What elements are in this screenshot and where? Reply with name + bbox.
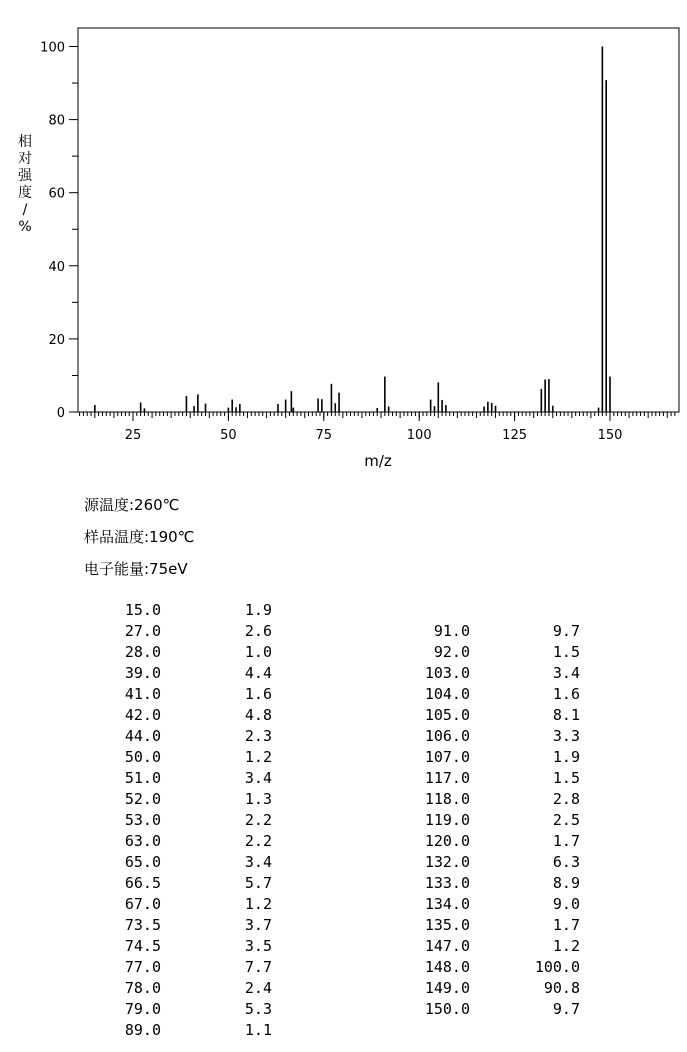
x-axis-ticks bbox=[125, 412, 623, 443]
peak-mz: 74.5 bbox=[124, 937, 161, 955]
peak-mz: 28.0 bbox=[124, 643, 161, 661]
peak-intensity: 1.6 bbox=[244, 685, 272, 703]
spectrum-bars bbox=[95, 47, 610, 413]
peak-intensity: 2.2 bbox=[244, 811, 272, 829]
peak-mz: 15.0 bbox=[124, 601, 161, 619]
plot-frame bbox=[78, 28, 679, 412]
y-axis-ticks bbox=[40, 41, 78, 422]
peak-intensity: 1.7 bbox=[552, 916, 580, 934]
peak-intensity: 5.7 bbox=[244, 874, 272, 892]
peak-intensity: 9.0 bbox=[552, 895, 580, 913]
peak-intensity: 7.7 bbox=[244, 958, 272, 976]
peak-mz: 77.0 bbox=[124, 958, 161, 976]
peak-mz: 92.0 bbox=[433, 643, 470, 661]
peak-intensity: 1.2 bbox=[244, 895, 272, 913]
peak-intensity: 2.8 bbox=[552, 790, 580, 808]
peak-mz: 107.0 bbox=[424, 748, 470, 766]
y-tick-label: 80 bbox=[48, 113, 65, 129]
peak-mz: 73.5 bbox=[124, 916, 161, 934]
peak-mz: 105.0 bbox=[424, 706, 470, 724]
peak-mz: 119.0 bbox=[424, 811, 470, 829]
peak-mz: 120.0 bbox=[424, 832, 470, 850]
x-tick-label: 25 bbox=[124, 428, 142, 443]
peak-mz: 149.0 bbox=[424, 979, 470, 997]
peak-intensity: 8.1 bbox=[552, 706, 580, 724]
peak-intensity: 2.4 bbox=[244, 979, 272, 997]
peak-mz: 66.5 bbox=[124, 874, 161, 892]
peak-intensity: 6.3 bbox=[552, 853, 580, 871]
peak-intensity: 1.6 bbox=[552, 685, 580, 703]
x-tick-label: 75 bbox=[315, 428, 333, 443]
peak-mz: 133.0 bbox=[424, 874, 470, 892]
peak-mz: 52.0 bbox=[124, 790, 161, 808]
x-tick-label: 100 bbox=[406, 428, 432, 443]
x-axis-label: m/z bbox=[364, 452, 392, 470]
peak-mz: 41.0 bbox=[124, 685, 161, 703]
peak-intensity: 1.3 bbox=[244, 790, 272, 808]
peak-mz: 79.0 bbox=[124, 1000, 161, 1018]
peak-intensity: 2.3 bbox=[244, 727, 272, 745]
peak-intensity: 2.5 bbox=[552, 811, 580, 829]
peak-intensity: 4.8 bbox=[244, 706, 272, 724]
sample-temperature: 样品温度:190℃ bbox=[84, 528, 195, 546]
peak-mz: 150.0 bbox=[424, 1000, 470, 1018]
y-tick-label: 60 bbox=[48, 186, 65, 202]
peak-mz: 78.0 bbox=[124, 979, 161, 997]
peak-mz: 42.0 bbox=[124, 706, 161, 724]
peak-mz: 135.0 bbox=[424, 916, 470, 934]
peak-mz: 89.0 bbox=[124, 1021, 161, 1039]
peak-mz: 39.0 bbox=[124, 664, 161, 682]
peak-intensity: 1.5 bbox=[552, 769, 580, 787]
peak-mz: 53.0 bbox=[124, 811, 161, 829]
x-tick-label: 50 bbox=[220, 428, 237, 443]
peak-intensity: 3.4 bbox=[244, 853, 272, 871]
peak-intensity: 1.2 bbox=[552, 937, 580, 955]
peak-mz: 132.0 bbox=[424, 853, 470, 871]
peak-intensity: 1.9 bbox=[552, 748, 580, 766]
peak-mz: 44.0 bbox=[124, 727, 161, 745]
source-temperature: 源温度:260℃ bbox=[84, 496, 180, 514]
image-bottom-edge bbox=[0, 1045, 687, 1052]
peak-intensity: 3.7 bbox=[244, 916, 272, 934]
peak-mz: 103.0 bbox=[424, 664, 470, 682]
x-minor-ticks bbox=[80, 412, 675, 418]
peak-intensity: 1.9 bbox=[244, 601, 272, 619]
y-axis-label: 相对强度/ % bbox=[18, 134, 32, 235]
peak-mz: 65.0 bbox=[124, 853, 161, 871]
y-tick-label: 40 bbox=[48, 259, 65, 275]
peak-mz: 91.0 bbox=[433, 622, 470, 640]
peak-mz: 117.0 bbox=[424, 769, 470, 787]
peak-intensity: 9.7 bbox=[552, 622, 580, 640]
x-tick-label: 150 bbox=[597, 428, 623, 443]
peak-mz: 134.0 bbox=[424, 895, 470, 913]
mass-spectrum-chart bbox=[0, 0, 687, 480]
electron-energy: 电子能量:75eV bbox=[84, 560, 188, 578]
peak-mz: 104.0 bbox=[424, 685, 470, 703]
peak-intensity: 5.3 bbox=[244, 1000, 272, 1018]
peak-mz: 27.0 bbox=[124, 622, 161, 640]
peak-mz: 67.0 bbox=[124, 895, 161, 913]
peak-mz: 148.0 bbox=[424, 958, 470, 976]
y-tick-label: 20 bbox=[48, 332, 65, 348]
peak-intensity: 4.4 bbox=[244, 664, 272, 682]
peak-intensity: 1.0 bbox=[244, 643, 272, 661]
peak-intensity: 8.9 bbox=[552, 874, 580, 892]
peak-intensity: 1.2 bbox=[244, 748, 272, 766]
peak-intensity: 9.7 bbox=[552, 1000, 580, 1018]
peak-intensity: 100.0 bbox=[534, 958, 580, 976]
peak-intensity: 3.4 bbox=[244, 769, 272, 787]
peak-intensity: 3.5 bbox=[244, 937, 272, 955]
peak-mz: 50.0 bbox=[124, 748, 161, 766]
peak-intensity: 2.6 bbox=[244, 622, 272, 640]
peak-intensity: 1.1 bbox=[244, 1021, 272, 1039]
peak-mz: 147.0 bbox=[424, 937, 470, 955]
peak-intensity: 3.4 bbox=[552, 664, 580, 682]
peak-intensity: 2.2 bbox=[244, 832, 272, 850]
x-tick-label: 125 bbox=[502, 428, 528, 443]
peak-mz: 118.0 bbox=[424, 790, 470, 808]
peak-intensity: 1.5 bbox=[552, 643, 580, 661]
peak-intensity: 1.7 bbox=[552, 832, 580, 850]
peak-mz: 106.0 bbox=[424, 727, 470, 745]
y-tick-label: 0 bbox=[56, 406, 65, 421]
peak-intensity: 90.8 bbox=[543, 979, 580, 997]
peak-mz: 63.0 bbox=[124, 832, 161, 850]
y-tick-label: 100 bbox=[40, 40, 65, 56]
peak-mz: 51.0 bbox=[124, 769, 161, 787]
peak-intensity: 3.3 bbox=[552, 727, 580, 745]
